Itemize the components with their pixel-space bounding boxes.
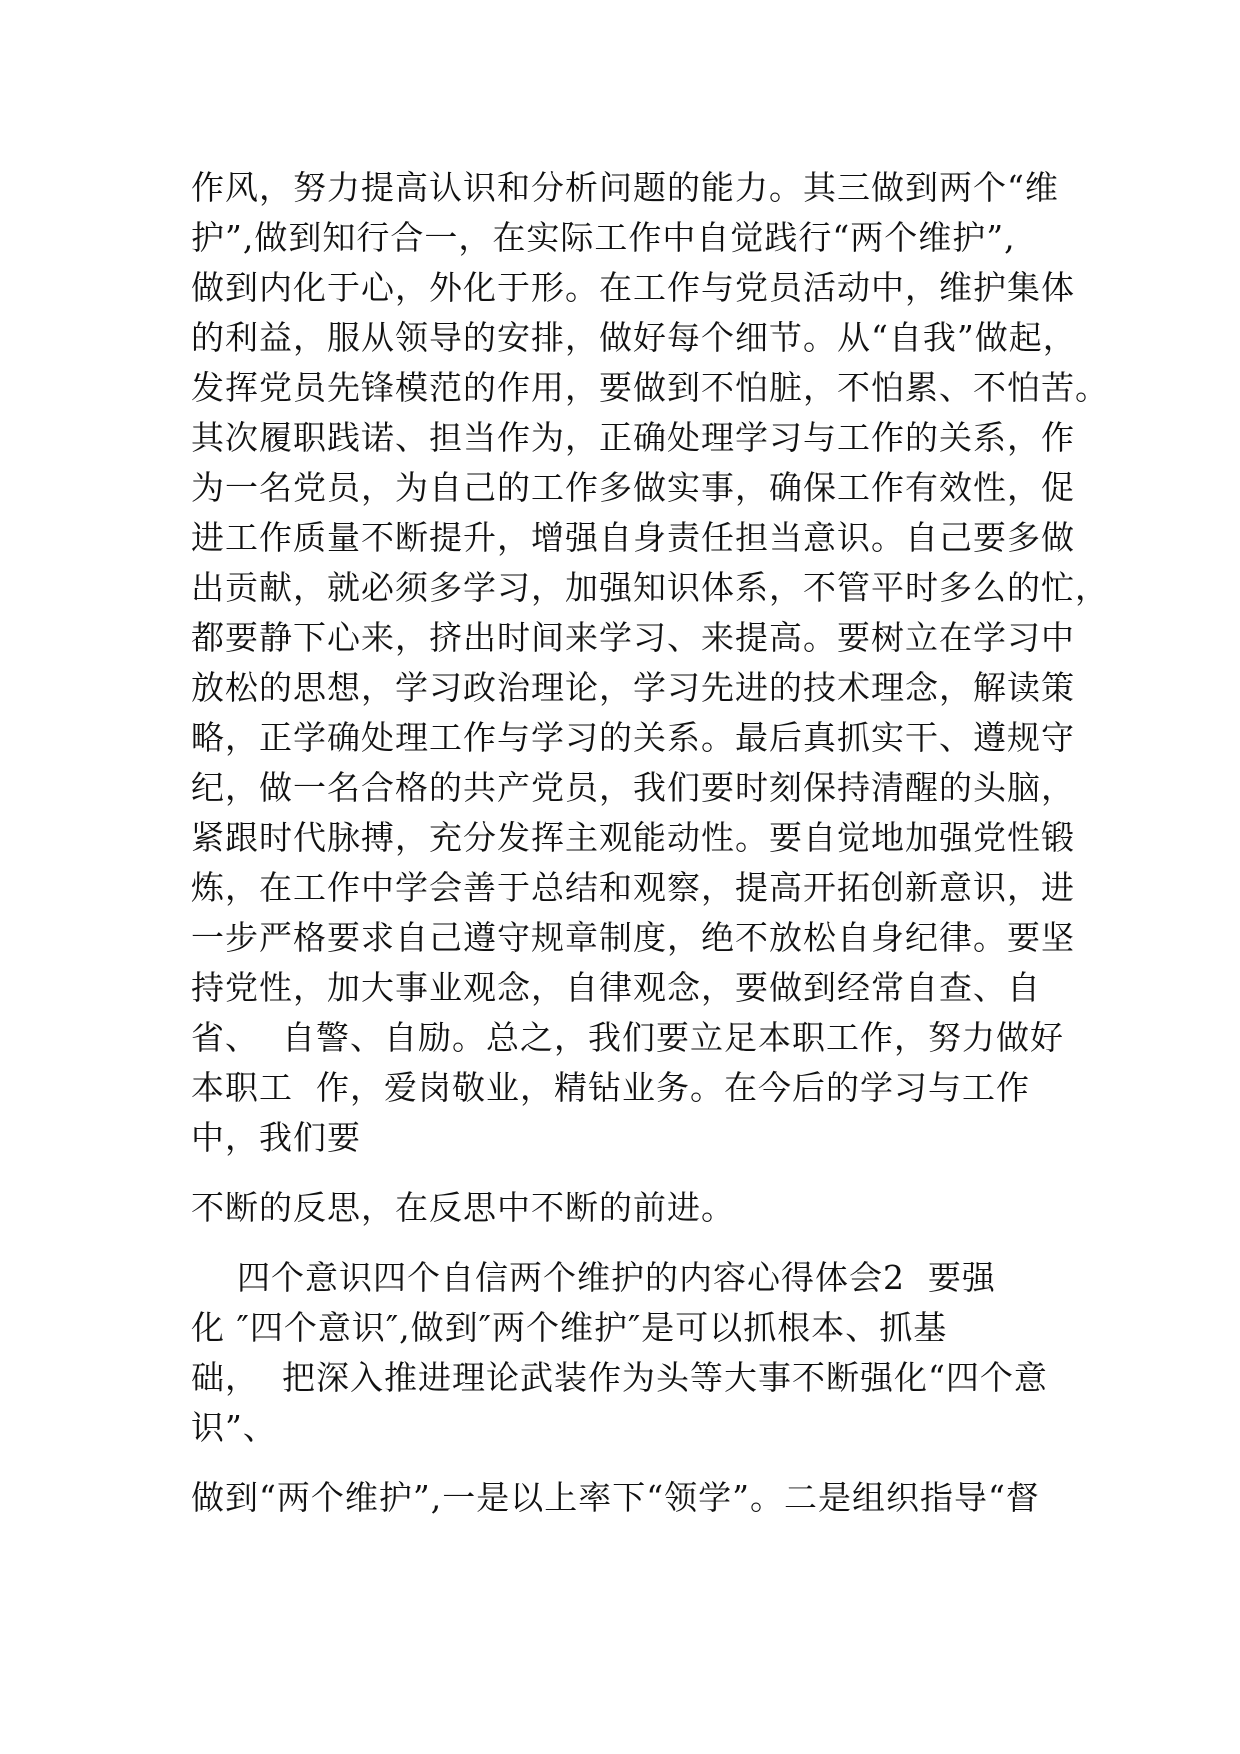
text-line: 四个意识四个自信两个维护的内容心得体会2 要强 xyxy=(191,1258,996,1297)
text-line: 做到“两个维护”,一是以上率下“领学”。二是组织指导“督 xyxy=(191,1478,1040,1517)
text-line: 省、 自警、自励。总之，我们要立足本职工作，努力做好 xyxy=(191,1018,1064,1057)
text-line: 本职工 作，爱岗敬业，精钻业务。在今后的学习与工作 xyxy=(191,1068,1030,1107)
text-line: 进工作质量不断提升，增强自身责任担当意识。自己要多做 xyxy=(191,518,1075,557)
text-line: 出贡献，就必须多学习，加强知识体系，不管平时多么的忙， xyxy=(191,568,1109,607)
text-line: 识”、 xyxy=(191,1408,277,1447)
text-line: 持党性，加大事业观念，自律观念，要做到经常自查、自 xyxy=(191,968,1041,1007)
text-line: 中，我们要 xyxy=(191,1118,361,1157)
text-line: 化 ″四个意识″,做到″两个维护″是可以抓根本、抓基 xyxy=(191,1308,948,1347)
text-line: 础， 把深入推进理论武装作为头等大事不断强化“四个意 xyxy=(191,1358,1048,1397)
text-line: 不断的反思，在反思中不断的前进。 xyxy=(191,1188,735,1227)
text-line: 都要静下心来，挤出时间来学习、来提高。要树立在学习中 xyxy=(191,618,1075,657)
text-line: 其次履职践诺、担当作为，正确处理学习与工作的关系，作 xyxy=(191,418,1075,457)
text-line: 的利益，服从领导的安排，做好每个细节。从“自我”做起， xyxy=(191,318,1077,357)
text-line: 炼，在工作中学会善于总结和观察，提高开拓创新意识，进 xyxy=(191,868,1075,907)
text-line: 作风，努力提高认识和分析问题的能力。其三做到两个“维 xyxy=(191,168,1059,207)
text-line: 略，正学确处理工作与学习的关系。最后真抓实干、遵规守 xyxy=(191,718,1075,757)
text-line: 做到内化于心，外化于形。在工作与党员活动中，维护集体 xyxy=(191,268,1075,307)
text-line: 纪，做一名合格的共产党员，我们要时刻保持清醒的头脑， xyxy=(191,768,1075,807)
text-line: 护”,做到知行合一，在实际工作中自觉践行“两个维护”, xyxy=(191,218,1016,257)
text-line: 放松的思想，学习政治理论，学习先进的技术理念，解读策 xyxy=(191,668,1075,707)
text-line: 紧跟时代脉搏，充分发挥主观能动性。要自觉地加强党性锻 xyxy=(191,818,1075,857)
text-line: 一步严格要求自己遵守规章制度，绝不放松自身纪律。要坚 xyxy=(191,918,1075,957)
text-line: 为一名党员，为自己的工作多做实事，确保工作有效性，促 xyxy=(191,468,1075,507)
text-line: 发挥党员先锋模范的作用，要做到不怕脏，不怕累、不怕苦。 xyxy=(191,368,1109,407)
